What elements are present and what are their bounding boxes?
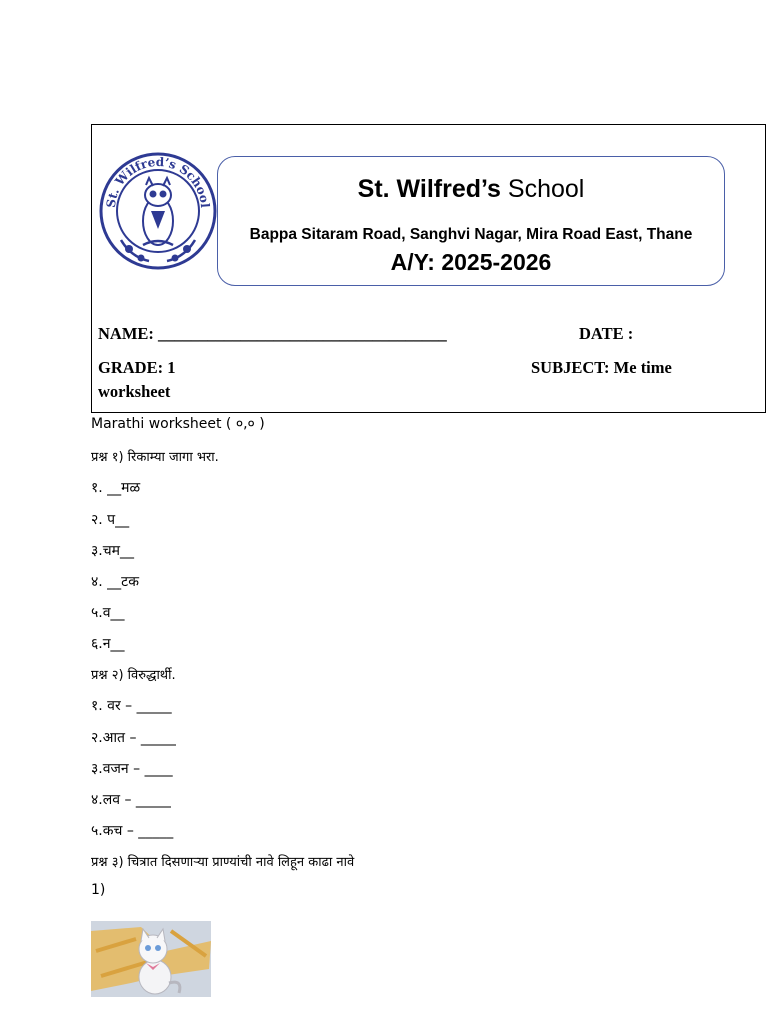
worksheet-label: worksheet: [98, 382, 171, 401]
svg-text:St. Wilfred’s School: St. Wilfred’s School: [103, 154, 213, 209]
school-name-regular: School: [507, 175, 585, 203]
q3-item-1-number: 1): [91, 882, 106, 898]
q2-item-1: १. वर – _____: [91, 698, 172, 714]
date-field: DATE :: [579, 324, 634, 343]
school-logo: [99, 145, 217, 277]
q1-item-6: ६.न__: [91, 636, 125, 652]
school-address: Bappa Sitaram Road, Sanghvi Nagar, Mira Road East, Thane: [249, 226, 693, 243]
question-3-heading: प्रश्न ३) चित्रात दिसणाऱ्या प्राण्यांची नावे लिहून काढा नावे: [91, 855, 355, 870]
cat-image: [91, 921, 211, 997]
header-box: [91, 124, 766, 413]
q2-item-5: ५.कच – _____: [91, 823, 174, 839]
q2-item-2: २.आत – _____: [91, 730, 176, 746]
question-2-heading: प्रश्न २) विरुद्धार्थी.: [91, 668, 176, 683]
worksheet-title: Marathi worksheet ( ०,० ): [91, 416, 265, 432]
school-name-bold: St. Wilfred’s: [357, 175, 501, 203]
name-field: NAME: ___________________________________: [98, 324, 447, 343]
school-name: [218, 175, 724, 204]
subject-field: SUBJECT: Me time: [531, 358, 672, 377]
academic-year: A/Y: 2025-2026: [390, 249, 552, 275]
q1-item-5: ५.व__: [91, 605, 125, 621]
grade-field: GRADE: 1: [98, 358, 176, 377]
school-title-box: [217, 156, 725, 286]
q2-item-3: ३.वजन – ____: [91, 761, 173, 777]
q1-item-1: १. __मळ: [91, 480, 141, 496]
q2-item-4: ४.लव – _____: [91, 792, 171, 808]
q1-item-4: ४. __टक: [91, 574, 139, 590]
q1-item-2: २. प__: [91, 512, 130, 528]
question-1-heading: प्रश्न १) रिकाम्या जागा भरा.: [91, 450, 219, 465]
q1-item-3: ३.चम__: [91, 543, 134, 559]
